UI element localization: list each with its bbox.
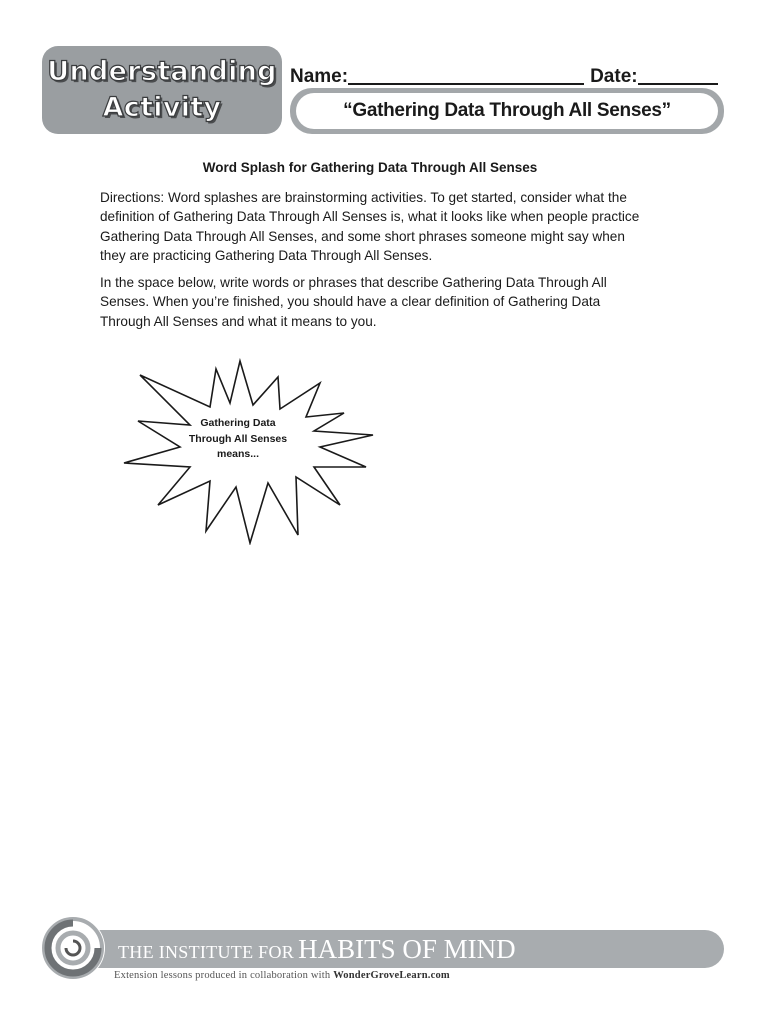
footer-credit: [114, 970, 450, 981]
spiral-logo-icon: [40, 915, 106, 981]
footer-title-large: HABITS OF MIND: [298, 934, 516, 964]
activity-title: “Gathering Data Through All Senses”: [296, 93, 718, 129]
footer-title: [118, 934, 516, 965]
activity-title-pill: [290, 88, 724, 134]
date-field[interactable]: [638, 65, 718, 85]
name-field[interactable]: [348, 65, 584, 85]
section-title: Word Splash for Gathering Data Through All Senses: [202, 160, 538, 175]
badge-line-2: Activity: [102, 92, 222, 123]
date-label: Date:: [590, 66, 638, 87]
name-date-row: [290, 62, 720, 88]
splash-text: [168, 416, 308, 463]
name-label: Name:: [290, 66, 349, 87]
directions-paragraph: Directions: Word splashes are brainstorming activities. To get started, consider what the definition of Gathering Data Through All Senses is, what it looks like when people practice Gathering Data Through All Senses, and some short phrases someone might say when they are practicing Gathering Data Through All Senses.: [100, 190, 640, 263]
splash-line-3: means...: [216, 448, 260, 460]
footer-credit-prefix: Extension lessons produced in collaboration with: [114, 970, 331, 981]
splash-line-1: Gathering Data: [200, 417, 276, 429]
footer-credit-site: WonderGroveLearn.com: [333, 970, 450, 981]
splash-line-2: Through All Senses: [188, 432, 288, 445]
understanding-activity-badge: [42, 46, 282, 134]
footer-title-small: THE INSTITUTE FOR: [118, 942, 295, 962]
instructions-paragraph: In the space below, write words or phrases that describe Gathering Data Through All Senses. When you’re finished, you should have a clear definition of Gathering Data Through All Senses and what it means to you.: [100, 275, 607, 329]
badge-line-1: Understanding: [47, 56, 277, 87]
